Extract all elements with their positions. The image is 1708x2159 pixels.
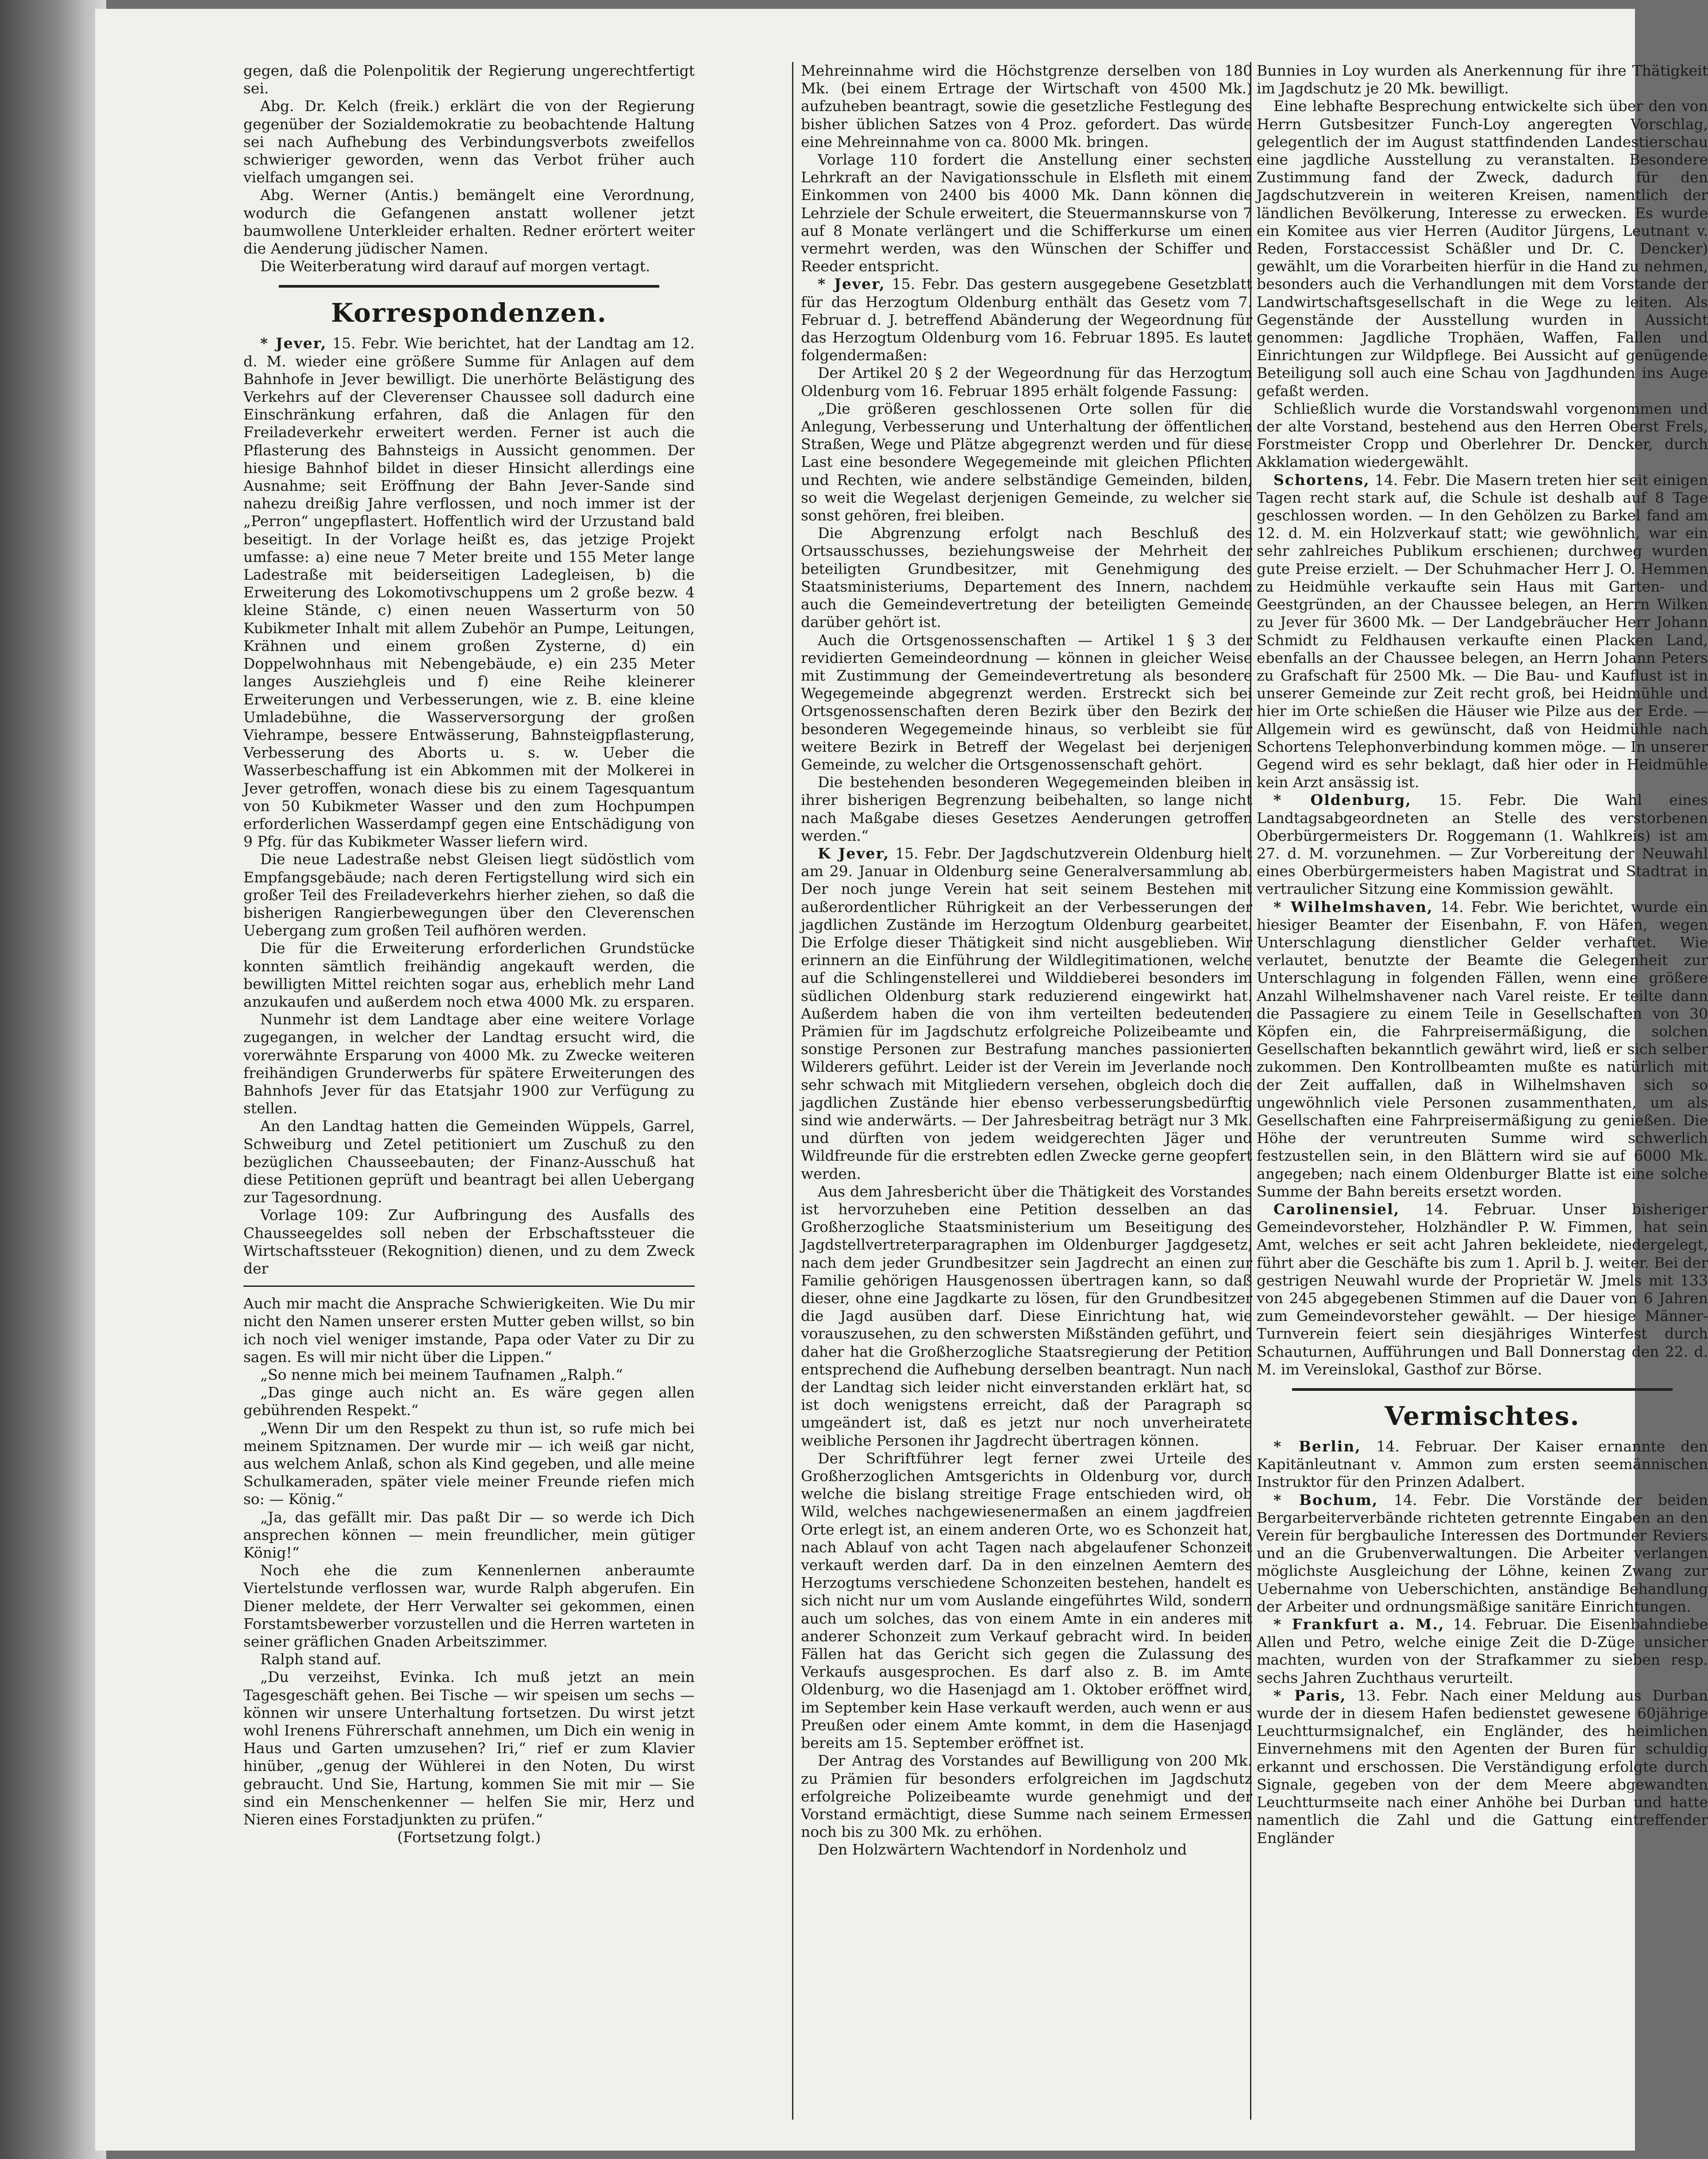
paragraph: Die für die Erweiterung erforderlichen Grundstücke konnten sämtlich freihändig angekauft werden, die bewilligten Mittel reichten sogar aus, erheblich mehr Land anzukaufen und außerdem noch etwa 4000 Mk. zu ersparen. (243, 939, 695, 1010)
paragraph: Vorlage 110 fordert die Anstellung einer sechsten Lehrkraft an der Navigationsschule in Elsfleth mit einem Einkommen von 2400 bis 4000 Mk. Dann können die Lehrziele der Schule erweitert, die Steuermannskurse von 7 auf 8 Monate verlängert und die Schifferkurse um einen vermehrt werden, was den Wünschen der Schiffer und Reeder entspricht. (801, 151, 1252, 275)
feuilleton-paragraph: Auch mir macht die Ansprache Schwierigkeiten. Wie Du mir nicht den Namen unserer ersten Mutter geben willst, so bin ich noch viel weniger imstande, Papa oder Vater zu Dir zu sagen. Es will mir nicht über die Lippen.“ (243, 1295, 695, 1366)
paragraph: Aus dem Jahresbericht über die Thätigkeit des Vorstandes ist hervorzuheben eine Petition desselben an das Großherzogliche Staatsministerium um Beseitigung des Jagdstellvertreterparagraphen im Oldenburger Jagdgesetz, nach dem jeder Grundbesitzer sein Jagdrecht an einen zur Familie gehörigen Hausgenossen übertragen kann, so daß dieser, ohne eine Jagdkarte zu lösen, für den Grundbesitzer die Jagd ausüben darf. Diese Einrichtung hat, wie vorauszusehen, zu den schwersten Mißständen geführt, und daher hat die Großherzogliche Staatsregierung der Petition entsprechend die Aufhebung derselben beantragt. Nun nach der Landtag sich leider nicht einverstanden erklärt hat, so ist doch wenigstens erreicht, daß der Paragraph so umgeändert ist, daß es jetzt nur noch unverheiratete weibliche Personen ihr Jagdrecht übertragen können. (801, 1182, 1252, 1449)
continuation-note: (Fortsetzung folgt.) (397, 1828, 541, 1846)
paragraph: Der Antrag des Vorstandes auf Bewilligung von 200 Mk. zu Prämien für besonders erfolgreichen im Jagdschutz erfolgreiche Polizeibeamte wurde genehmigt und der Vorstand ermächtigt, diese Summe nach seinem Ermessen noch bis zu 300 Mk. zu erhöhen. (801, 1752, 1252, 1841)
paragraph: Eine lebhafte Besprechung entwickelte sich über den von Herrn Gutsbesitzer Funch-Loy angeregten Vorschlag, gelegentlich der im August stattfindenden Landestierschau eine jagdliche Ausstellung zu veranstalten. Besondere Zustimmung fand der Zweck, dadurch für den Jagdschutzverein in weiteren Kreisen, namentlich der ländlichen Bevölkerung, Interesse zu erwecken. Es wurde ein Komitee aus vier Herren (Auditor Jürgens, Leutnant v. Reden, Forstaccessist Schäßler und Dr. C. Dencker) gewählt, um die Vorarbeiten hierfür in die Hand zu nehmen, besonders auch die Verhandlungen mit dem Vorstande der Landwirtschaftsgesellschaft in die Wege zu leiten. Als Gegenstände der Ausstellung wurden in Aussicht genommen: Jagdliche Trophäen, Waffen, Fallen und Einrichtungen zur Wildpflege. Bei Aussicht auf genügende Beteiligung soll auch eine Schau von Jagdhunden ins Auge gefaßt werden. (1257, 97, 1708, 400)
column-3 (1257, 62, 1708, 2120)
feuilleton-paragraph: Ralph stand auf. (260, 1651, 381, 1668)
newspaper-page (95, 9, 1708, 2151)
article-text: 15. Febr. Die Wahl eines Landtagsabgeordneten an Stelle des verstorbenen Oberbürgermeisters Dr. Roggemann (1. Wahlkreis) ist am 27. d. M. vorzunehmen. — Zur Vorbereitung der Neuwahl eines Oberbürgermeisters haben Magistrat und Stadtrat in vertraulicher Sitzung eine Kommission gewählt. (1257, 791, 1708, 898)
section-heading: Korrespondenzen. (331, 298, 607, 328)
paragraph: Abg. Werner (Antis.) bemängelt eine Verordnung, wodurch die Gefangenen anstatt wollener jetzt baumwollene Unterkleider erhalten. Redner erörtert weiter die Aenderung jüdischer Namen. (243, 186, 695, 258)
column-2 (801, 62, 1252, 2120)
section-heading: Vermischtes. (1385, 1401, 1580, 1432)
dateline: * Wilhelmshaven, (1273, 898, 1433, 916)
feuilleton-divider (243, 1285, 695, 1287)
dateline: * Frankfurt a. M., (1273, 1616, 1445, 1633)
dateline: * Jever, (260, 335, 327, 352)
article-text: 15. Febr. Das gestern ausgegebene Gesetzblatt für das Herzogtum Oldenburg enthält das Gesetz vom 7. Februar d. J. betreffend Abänderung der Wegeordnung für das Herzogtum Oldenburg vom 16. Februar 1895. Es lautet folgendermaßen: (801, 275, 1252, 364)
feuilleton-paragraph: „Du verzeihst, Evinka. Ich muß jetzt an mein Tagesgeschäft gehen. Bei Tische — wir speisen um sechs — können wir unsere Unterhaltung fortsetzen. Du wirst jetzt wohl Irenens Führerschaft annehmen, um Dich ein wenig in Haus und Garten umzusehen? Iri,“ rief er zum Klavier hinüber, „genug der Wühlerei in den Noten, Du wirst gebraucht. Und Sie, Hartung, kommen Sie mit mir — Sie sind ein Menschenkenner — helfen Sie mir, Herz und Nieren eines Forstadjunkten zu prüfen.“ (243, 1668, 695, 1828)
feuilleton-paragraph: „So nenne mich bei meinem Taufnamen „Ralph.“ (260, 1366, 623, 1384)
feuilleton-paragraph: Noch ehe die zum Kennenlernen anberaumte Viertelstunde verflossen war, wurde Ralph abgerufen. Ein Diener meldete, der Herr Verwalter sei gekommen, einen Forstamtsbewerber vorzustellen und die Herren warteten in seiner gräflichen Gnaden Arbeitszimmer. (243, 1562, 695, 1651)
dateline: * Berlin, (1273, 1438, 1361, 1455)
dateline: * Oldenburg, (1273, 791, 1412, 809)
dateline: * Jever, (818, 275, 885, 293)
dateline: Carolinensiel, (1273, 1201, 1400, 1218)
feuilleton-paragraph: „Wenn Dir um den Respekt zu thun ist, so rufe mich bei meinem Spitznamen. Der wurde mir — ich weiß gar nicht, aus welchem Anlaß, schon als Kind gegeben, und alle meine Schulkameraden, später viele meiner Freunde riefen mich so: — König.“ (243, 1419, 695, 1508)
paragraph: Die Abgrenzung erfolgt nach Beschluß des Ortsausschusses, beziehungsweise der Mehrheit der beteiligten Grundbesitzer, mit Genehmigung des Staatsministeriums, Departement des Innern, nachdem auch die Gemeindevertretung der beteiligten Gemeinde darüber gehört ist. (801, 524, 1252, 631)
dateline: K Jever, (818, 844, 890, 862)
column-1 (243, 62, 695, 2120)
article-text: 15. Febr. Der Jagdschutzverein Oldenburg hielt am 29. Januar in Oldenburg seine Generalversammlung ab. Der noch junge Verein hat seit seinem Bestehen mit außerordentlicher Rührigkeit an der Verbesserungen der jagdlichen Zustände im Herzogtum Oldenburg gearbeitet. Die Erfolge dieser Thätigkeit sind nicht ausgeblieben. Wir erinnern an die Einführung der Wildlegitimationen, welche auf die Schlingenstellerei und Wilddieberei besonders im südlichen Oldenburg stark reduzierend eingewirkt hat. Außerdem haben die von ihm verteilten bedeutenden Prämien für im Jagdschutz erfolgreiche Polizeibeamte und sonstige Personen zur Bestrafung manches passionierten Wilderers geführt. Leider ist der Verein im Jeverlande noch sehr schwach mit Mitgliedern versehen, obgleich doch die jagdlichen Zustände hier ebenso verbesserungsbedürftig sind wie anderwärts. — Der Jahresbeitrag beträgt nur 3 Mk. und dürften von jedem weidgerechten Jäger und Wildfreunde für die erstrebten edlen Zwecke gerne geopfert werden. (801, 844, 1253, 1182)
paragraph: Auch die Ortsgenossenschaften — Artikel 1 § 3 der revidierten Gemeindeordnung — können in gleicher Weise mit Zustimmung der Gemeindevertretung als besondere Wegegemeinde abgegrenzt werden. Erstreckt sich bei Ortsgenossenschaften deren Bezirk über den Bezirk der besonderen Wegegemeinde hinaus, so verbleibt sie für weitere Bezirk in Betreff der Wegelast bei derjenigen Gemeinde, zu welcher die Ortsgenossenschaft gehört. (801, 631, 1252, 773)
article-text: 14. Febr. Die Vorstände der beiden Bergarbeiterverbände richteten getrennte Eingaben an den Verein für bergbauliche Interessen des Dortmunder Reviers und an die Grubenverwaltungen. Die Arbeiter verlangen möglichste Ausgleichung der Löhne, keinen Zwang zur Uebernahme von Ueberschichten, anständige Behandlung der Arbeiter und ordnungsmäßige sanitäre Einrichtungen. (1257, 1491, 1708, 1615)
paragraph: An den Landtag hatten die Gemeinden Wüppels, Garrel, Schweiburg und Zetel petitioniert um Zuschuß zu den bezüglichen Chausseebauten; der Finanz-Ausschuß hat diese Petitionen geprüft und beantragt bei allen Uebergang zur Tagesordnung. (243, 1117, 695, 1206)
paragraph: Mehreinnahme wird die Höchstgrenze derselben von 180 Mk. (bei einem Ertrage der Wirtschaft von 4500 Mk.) aufzuheben beantragt, sowie die gesetzliche Festlegung des bisher üblichen Satzes von 4 Proz. gefordert. Das würde eine Mehreinnahme von ca. 8000 Mk. bringen. (801, 62, 1252, 150)
paragraph: gegen, daß die Polenpolitik der Regierung ungerechtfertigt sei. (243, 62, 695, 97)
article-text: 14. Februar. Die Eisenbahndiebe Allen und Petro, welche einige Zeit die D-Züge unsicher machten, wurden von der Strafkammer zu sieben resp. sechs Jahren Zuchthaus verurteilt. (1257, 1616, 1708, 1686)
dateline: * Bochum, (1273, 1491, 1378, 1509)
feuilleton-paragraph: „Das ginge auch nicht an. Es wäre gegen allen gebührenden Respekt.“ (243, 1384, 695, 1419)
article-text: 13. Febr. Nach einer Meldung aus Durban wurde der in diesem Hafen bedienstet gewesene 60jährige Leuchtturmsignalchef, ein Engländer, des heimlichen Einvernehmens mit den Agenten der Buren für schuldig erkannt und erschossen. Die Verständigung erfolgte durch Signale, gegeben von der dem Meere abgewandten Leuchtturmseite nach einer Anhöhe bei Durban und hatte namentlich die Zahl und die Gattung eintreffender Engländer (1257, 1686, 1708, 1847)
article-text: 14. Februar. Der Kaiser ernannte den Kapitänleutnant v. Ammon zum ersten seemännischen Instruktor für den Prinzen Adalbert. (1257, 1438, 1708, 1491)
paragraph: Bunnies in Loy wurden als Anerkennung für ihre Thätigkeit im Jagdschutz je 20 Mk. bewilligt. (1257, 62, 1708, 97)
paragraph: Schließlich wurde die Vorstandswahl vorgenommen und der alte Vorstand, bestehend aus den Herren Oberst Frels, Forstmeister Cropp und Oberlehrer Dr. Dencker, durch Akklamation wiedergewählt. (1257, 400, 1708, 471)
column-rule-1 (792, 62, 793, 2120)
paragraph: Die neue Ladestraße nebst Gleisen liegt südöstlich vom Empfangsgebäude; nach deren Fertigstellung wird sich ein großer Teil des Freiladeverkehrs hierher ziehen, so daß die bisherigen Rangierbewegungen über den Cleverenschen Uebergang zum großen Teil aufhören werden. (243, 851, 695, 939)
paragraph: „Die größeren geschlossenen Orte sollen für die Anlegung, Verbesserung und Unterhaltung der öffentlichen Straßen, Wege und Plätze abgegrenzt werden und für diese Last eine besondere Wegegemeinde mit gleichen Pflichten und Rechten, wie andere selbständige Gemeinden, bilden, so weit die Wegelast derjenigen Gemeinde, zu welcher sie sonst gehören, frei bleiben. (801, 400, 1252, 524)
paragraph: Abg. Dr. Kelch (freik.) erklärt die von der Regierung gegenüber der Sozialdemokratie zu beobachtende Haltung sei nach Aufhebung des Verbindungsverbots zweifellos schwieriger geworden, wenn das Verbot früher auch vielfach umgangen sei. (243, 97, 695, 186)
feuilleton-paragraph: „Ja, das gefällt mir. Das paßt Dir — so werde ich Dich ansprechen können — mein freundlicher, mein gütiger König!“ (243, 1508, 695, 1562)
dateline: Schortens, (1273, 471, 1370, 489)
article-text: 14. Febr. Die Masern treten hier seit einigen Tagen recht stark auf, die Schule ist deshalb auf 8 Tage geschlossen worden. — In den Gehölzen zu Barkel fand am 12. d. M. ein Holzverkauf statt; wie gewöhnlich, war ein sehr zahlreiches Publikum erschienen; durchweg wurden gute Preise erzielt. — Der Schuhmacher Herr J. O. Hemmen zu Heidmühle verkaufte sein Haus mit Garten- und Geestgründen, an der Chaussee belegen, an Herrn Wilken zu Jever für 3600 Mk. — Der Landgebräucher Herr Johann Schmidt zu Feldhausen verkaufte einen Placken Land, ebenfalls an der Chaussee belegen, an Herrn Johann Peters zu Grafschaft für 2500 Mk. — Die Bau- und Kauflust ist in unserer Gemeinde zur Zeit recht groß, bei Heidmühle und hier im Orte schießen die Häuser wie Pilze aus der Erde. — Allgemein wird es gewünscht, daß von Heidmühle nach Schortens Telephonverbindung kommen möge. — In unserer Gegend wird es sehr beklagt, daß hier oder in Heidmühle kein Arzt ansässig ist. (1257, 471, 1708, 791)
paragraph: Den Holzwärtern Wachtendorf in Nordenholz und (818, 1841, 1187, 1859)
article-text: 14. Februar. Unser bisheriger Gemeindevorsteher, Holzhändler P. W. Fimmen, hat sein Amt, welches er seit acht Jahren bekleidete, niedergelegt, führt aber die Geschäfte bis zum 1. April b. J. weiter. Bei der gestrigen Neuwahl wurde der Proprietär W. Jmels mit 133 von 245 abgegebenen Stimmen auf die Dauer von 6 Jahren zum Gemeindevorsteher gewählt. — Der hiesige Männer-Turnverein feiert sein diesjähriges Winterfest durch Schauturnen, Aufführungen und Ball Donnerstag den 22. d. M. im Vereinslokal, Gasthof zur Börse. (1257, 1201, 1708, 1378)
article-text: 14. Febr. Wie berichtet, wurde ein hiesiger Beamter der Eisenbahn, F. von Häfen, wegen Unterschlagung dienstlicher Gelder verhaftet. Wie verlautet, benutzte der Beamte die Gelegenheit zur Unterschlagung in folgenden Fällen, wenn eine größere Anzahl Wilhelmshavener nach Varel reiste. Er teilte dann die Passagiere zu einem Teile in Gesellschaften von 30 Köpfen ein, die Fahrpreisermäßigung, die solchen Gesellschaften bekanntlich gewährt wird, ließ er sich selber zukommen. Den Kontrollbeamten mußte es natürlich mit der Zeit auffallen, daß in Wilhelmshaven sich so ungewöhnlich viele Personen zusammenthaten, um als Gesellschaften eine Fahrpreisermäßigung zu genießen. Die Höhe der veruntreuten Summe wird schwerlich festzustellen sein, in den Blättern wird sie auf 6000 Mk. angegeben; nach einem Oldenburger Blatte ist eine solche Summe der Bahn bereits ersetzt worden. (1257, 898, 1708, 1200)
paragraph: Nunmehr ist dem Landtage aber eine weitere Vorlage zugegangen, in welcher der Landtag ersucht wird, die vorerwähnte Ersparung von 4000 Mk. zu Zwecke weiteren freihändigen Grunderwerbs für spätere Erweiterungen des Bahnhofs Jever für das Etatsjahr 1900 zur Verfügung zu stellen. (243, 1011, 695, 1117)
article-text: 15. Febr. Wie berichtet, hat der Landtag am 12. d. M. wieder eine größere Summe für Anlagen auf dem Bahnhofe in Jever bewilligt. Die unerhörte Belästigung des Verkehrs auf der Cleverenser Chaussee soll dadurch eine Einschränkung erfahren, daß die Anlagen für den Freiladeverkehr erweitert werden. Ferner ist auch die Pflasterung des Bahnsteigs in Aussicht genommen. Der hiesige Bahnhof bildet in dieser Hinsicht allerdings eine Ausnahme; seit Eröffnung der Bahn Jever-Sande sind nahezu dreißig Jahre verflossen, und noch immer ist der „Perron“ ungepflastert. Hoffentlich wird der Urzustand bald beseitigt. In der Vorlage heißt es, das jetzige Projekt umfasse: a) eine neue 7 Meter breite und 155 Meter lange Ladestraße mit beiderseitigen Ladegleisen, b) die Erweiterung des Lokomotivschuppens um 2 große bezw. 4 kleine Stände, c) einen neuen Wasserturm von 50 Kubikmeter Inhalt mit allem Zubehör an Pumpe, Leitungen, Krähnen und einem großen Zysterne, d) ein Doppelwohnhaus mit Nebengebäude, e) ein 235 Meter langes Ausziehgleis und f) eine Reihe kleinerer Erweiterungen und Verbesserungen, wie z. B. eine kleine Umladebühne, die Wasserversorgung der großen Viehrampe, bessere Entwässerung, Bahnsteigpflasterung, Verbesserung des Aborts u. s. w. Ueber die Wasserbeschaffung ist ein Abkommen mit der Molkerei in Jever getroffen, wonach diese bis zu einem Tagesquantum von 50 Kubikmeter Wasser und den zum Hochpumpen erforderlichen Wasserdampf gegen eine Entschädigung von 9 Pfg. für das Kubikmeter Wasser liefern wird. (243, 335, 695, 851)
paragraph: Die bestehenden besonderen Wegegemeinden bleiben in ihrer bisherigen Begrenzung beibehalten, so lange nicht nach Maßgabe dieses Gesetzes Aenderungen getroffen werden.“ (801, 774, 1252, 844)
paragraph: Die Weiterberatung wird darauf auf morgen vertagt. (260, 258, 650, 275)
paragraph: Vorlage 109: Zur Aufbringung des Ausfalls des Chausseegeldes soll neben der Erbschaftssteuer die Wirtschaftssteuer (Rekognition) dienen, und zu dem Zweck der (243, 1206, 695, 1277)
book-edge (0, 0, 106, 2159)
dateline: * Paris, (1273, 1686, 1346, 1704)
divider (1292, 1388, 1673, 1391)
divider (279, 285, 659, 288)
paragraph: Der Schriftführer legt ferner zwei Urteile des Großherzoglichen Amtsgerichts in Oldenburg vor, durch welche die bislang streitige Frage entschieden wird, ob Wild, welches nachgewiesenermaßen an einem jagdfreien Orte erlegt ist, an einem anderen Orte, wo es Schonzeit hat, nach Ablauf von acht Tagen nach abgelaufener Schonzeit verkauft werden darf. Da in den einzelnen Aemtern des Herzogtums verschiedene Schonzeiten bestehen, handelt es sich nicht nur um vom Auslande eingeführtes Wild, sondern auch um solches, das von einem Amte in ein anderes mit anderer Schonzeit zum Verkauf gebracht wird. In beiden Fällen hat das Gericht sich gegen die Zulassung des Verkaufs ausgesprochen. Es darf also z. B. im Amte Oldenburg, wo die Hasenjagd am 1. Oktober eröffnet wird, im September kein Hase verkauft werden, auch wenn er aus Preußen oder einem Amte kommt, in dem die Hasenjagd bereits am 15. September eröffnet ist. (801, 1449, 1252, 1752)
paragraph: Der Artikel 20 § 2 der Wegeordnung für das Herzogtum Oldenburg vom 16. Februar 1895 erhält folgende Fassung: (801, 364, 1252, 400)
